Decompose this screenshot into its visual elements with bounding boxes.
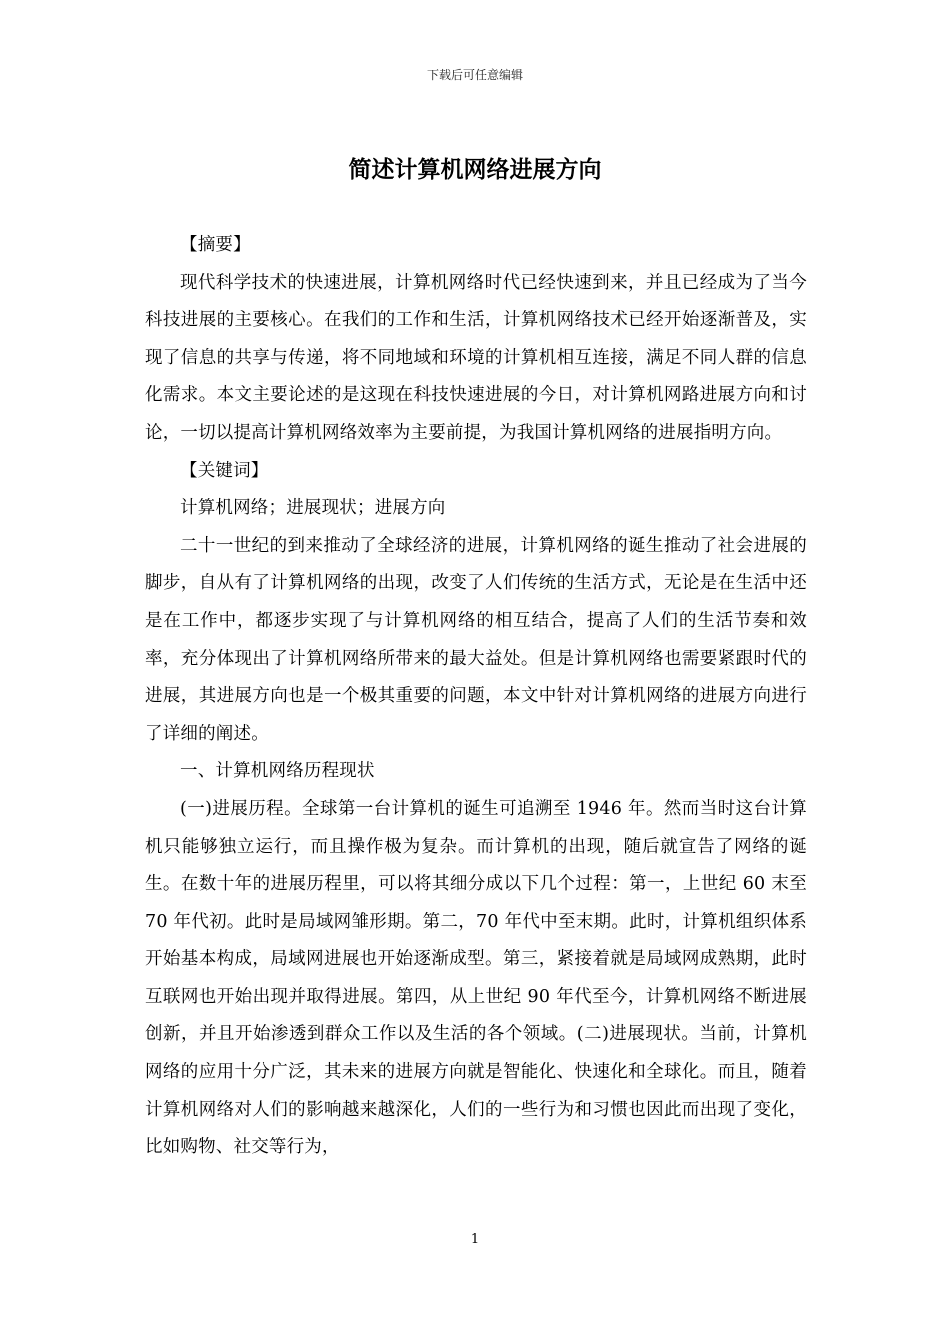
page-number: 1 <box>470 1232 480 1247</box>
keywords-paragraph: 计算机网络；进展现状；进展方向 <box>180 498 446 519</box>
abstract-heading: 【摘要】 <box>180 235 251 255</box>
history-paragraph: (一)进展历程。全球第一台计算机的诞生可追溯至 1946 年。然而当时这台计算机只能够独立运行，而且操作极为复杂。而计算机的出现，随后就宣告了网络的诞生。在数十年的进展历程里，可以将其细分成以下几个过程：第一，上世纪 60 末至 70 年代初。此时是局域网雏形期。第二，70 年代中至末期。此时，计算机组织体系开始基本构成，局域网进展也开始逐渐成型。第三，紧接着就是局域网成熟期，此时互联网也开始出现并取得进展。第四，从上世纪 90 年代至今，计算机网络不断进展创新，并且开始渗透到群众工作以及生活的各个领域。(二)进展现状。当前，计算机网络的应用十分广泛，其未来的进展方向就是智能化、快速化和全球化。而且，随着计算机网络对人们的影响越来越深化，人们的一些行为和习惯也因此而出现了变化，比如购物、社交等行为， <box>145 798 807 1158</box>
section-heading-1: 一、计算机网络历程现状 <box>180 761 375 782</box>
keywords-heading: 【关键词】 <box>180 460 269 481</box>
document-title: 简述计算机网络进展方向 <box>348 157 602 183</box>
document-body <box>145 227 807 1167</box>
abstract-paragraph: 现代科学技术的快速进展，计算机网络时代已经快速到来，并且已经成为了当今科技进展的主要核心。在我们的工作和生活，计算机网络技术已经开始逐渐普及，实现了信息的共享与传递，将不同地域和环境的计算机相互连接，满足不同人群的信息化需求。本文主要论述的是这现在科技快速进展的今日，对计算机网路进展方向和讨论，一切以提高计算机网络效率为主要前提，为我国计算机网络的进展指明方向。 <box>145 272 807 443</box>
header-note: 下载后可任意编辑 <box>426 68 523 82</box>
intro-paragraph: 二十一世纪的到来推动了全球经济的进展，计算机网络的诞生推动了社会进展的脚步，自从有了计算机网络的出现，改变了人们传统的生活方式，无论是在生活中还是在工作中，都逐步实现了与计算机网络的相互结合，提高了人们的生活节奏和效率，充分体现出了计算机网络所带来的最大益处。但是计算机网络也需要紧跟时代的进展，其进展方向也是一个极其重要的问题，本文中针对计算机网络的进展方向进行了详细的阐述。 <box>145 535 807 744</box>
